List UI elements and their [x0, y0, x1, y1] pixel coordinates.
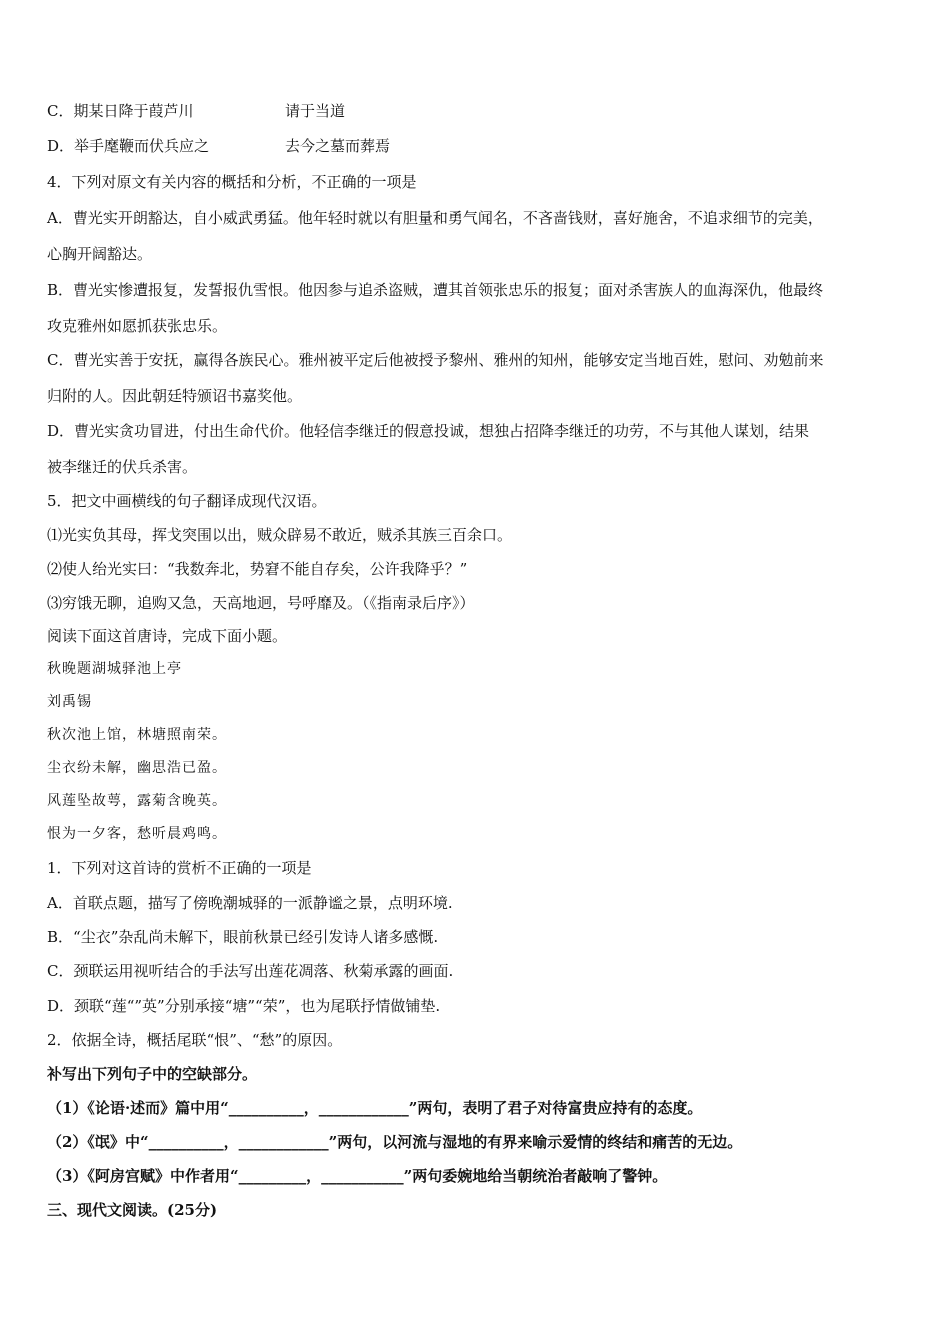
q3-option-d — [47, 136, 391, 156]
q4-option-c-line2: 归附的人。因此朝廷特颁诏书嘉奖他。 — [47, 387, 303, 405]
poem-q1-option-b: B．“尘衣”杂乱尚未解下，眼前秋景已经引发诗人诸多感慨. — [47, 928, 439, 946]
q4-option-d-line2: 被李继迁的伏兵杀害。 — [47, 458, 198, 476]
poem-intro: 阅读下面这首唐诗，完成下面小题。 — [47, 627, 288, 645]
q4-option-b-line2: 攻克雅州如愿抓获张忠乐。 — [47, 317, 228, 335]
q5-sentence-3: ⑶穷饿无聊，追购又急，天高地迥，号呼靡及。（《指南录后序》） — [47, 594, 475, 612]
poem-q1-option-c: C．颈联运用视听结合的手法写出莲花凋落、秋菊承露的画面. — [47, 962, 454, 980]
fill-item-1: （1）《论语·述而》篇中用“__________，____________”两句，表明了君子对待富贵应持有的态度。 — [47, 1099, 703, 1117]
poem-author: 刘禹锡 — [47, 694, 92, 710]
fill-heading: 补写出下列句子中的空缺部分。 — [47, 1065, 258, 1083]
q4-option-a-line1: A．曹光实开朗豁达，自小威武勇猛。他年轻时就以有胆量和勇气闻名，不吝啬钱财，喜好施舍，不追求细节的完美， — [47, 209, 823, 227]
poem-line-4: 恨为一夕客，愁听晨鸡鸣。 — [47, 826, 227, 842]
poem-q1-option-d: D．颈联“莲“”英”分别承接“塘”“荣”，也为尾联抒情做铺垫. — [47, 997, 441, 1015]
q4-stem: 4．下列对原文有关内容的概括和分析，不正确的一项是 — [47, 173, 417, 191]
q4-option-b-line1: B．曹光实惨遭报复，发誓报仇雪恨。他因参与追杀盗贼，遭其首领张忠乐的报复；面对杀害族人的血海深仇，他最终 — [47, 281, 824, 299]
fill-item-3: （3）《阿房宫赋》中作者用“_________，___________”两句委婉地给当朝统治者敲响了警钟。 — [47, 1167, 668, 1185]
poem-q2-stem: 2．依据全诗，概括尾联“恨”、“愁”的原因。 — [47, 1031, 343, 1049]
q4-option-a-line2: 心胸开阔豁达。 — [47, 245, 153, 263]
poem-q1-stem: 1．下列对这首诗的赏析不正确的一项是 — [47, 859, 312, 877]
poem-line-2: 尘衣纷未解，幽思浩已盈。 — [47, 760, 227, 776]
q3-option-c-right: 请于当道 — [285, 102, 346, 120]
poem-line-3: 风莲坠故萼，露菊含晚英。 — [47, 793, 227, 809]
poem-title: 秋晚题湖城驿池上亭 — [47, 661, 182, 677]
fill-item-2: （2）《氓》中“__________，____________”两句，以河流与湿地的有界来喻示爱情的终结和痛苦的无边。 — [47, 1133, 743, 1151]
poem-q1-option-a: A．首联点题，描写了傍晚潮城驿的一派静谧之景，点明环境. — [47, 894, 453, 912]
q5-stem: 5．把文中画横线的句子翻译成现代汉语。 — [47, 492, 327, 510]
q4-option-d-line1: D．曹光实贪功冒进，付出生命代价。他轻信李继迁的假意投诚，想独占招降李继迁的功劳，不与其他人谋划，结果 — [47, 422, 810, 440]
q3-option-c — [47, 101, 346, 121]
q3-option-d-left: D．举手麾鞭而伏兵应之 — [47, 137, 210, 155]
section-3-heading: 三、现代文阅读。(25分) — [47, 1201, 218, 1219]
q4-option-c-line1: C．曹光实善于安抚，赢得各族民心。雅州被平定后他被授予黎州、雅州的知州，能够安定当地百姓，慰问、劝勉前来 — [47, 351, 824, 369]
q3-option-d-right: 去今之墓而葬焉 — [285, 137, 391, 155]
poem-line-1: 秋次池上馆，林塘照南荣。 — [47, 727, 227, 743]
q5-sentence-1: ⑴光实负其母，挥戈突围以出，贼众辟易不敢近，贼杀其族三百余口。 — [47, 526, 513, 544]
q5-sentence-2: ⑵使人绐光实曰：“我数奔北，势窘不能自存矣，公许我降乎？” — [47, 560, 468, 578]
q3-option-c-left: C．期某日降于葭芦川 — [47, 102, 194, 120]
